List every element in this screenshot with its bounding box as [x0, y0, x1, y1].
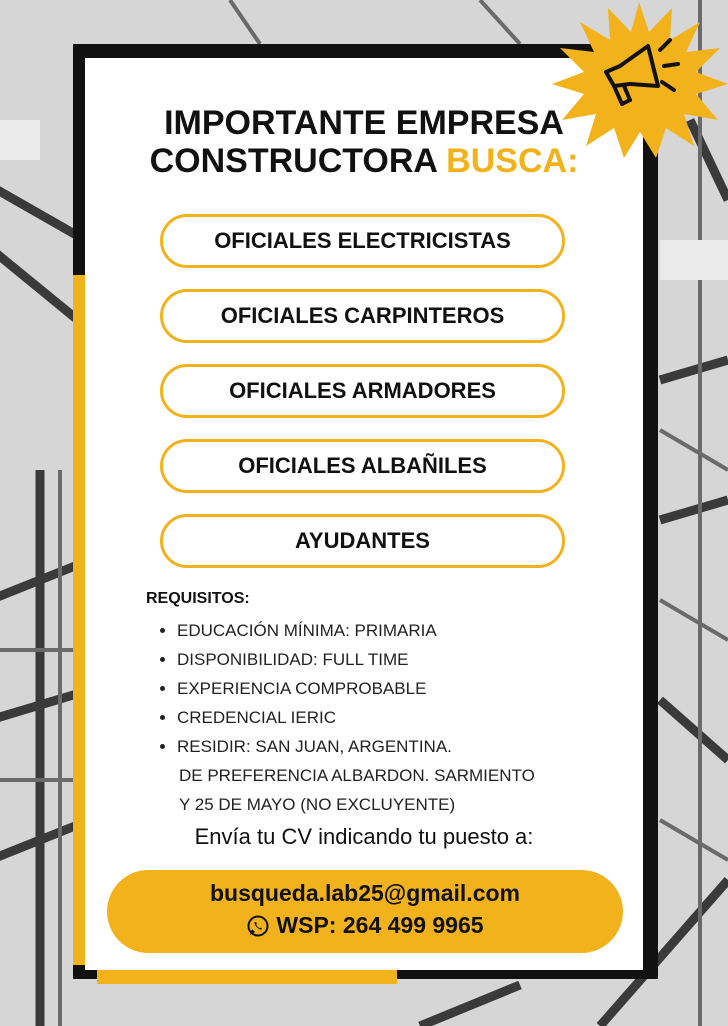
requirement-item: CREDENCIAL IERIC: [157, 703, 535, 732]
cta-text: Envía tu CV indicando tu puesto a:: [194, 824, 534, 849]
email-link[interactable]: busqueda.lab25@gmail.com: [209, 880, 520, 906]
requirement-continuation: Y 25 DE MAYO (NO EXCLUYENTE): [179, 795, 456, 814]
contact-box: [107, 870, 623, 953]
requirement-item: EDUCACIÓN MÍNIMA: PRIMARIA: [157, 616, 535, 645]
whatsapp-link[interactable]: [107, 912, 623, 939]
whatsapp-number: WSP: 264 499 9965: [276, 912, 484, 938]
yellow-frame-bottom-accent: [97, 970, 397, 984]
title-line-1: IMPORTANTE EMPRESA: [164, 104, 564, 142]
requirement-continuation: DE PREFERENCIA ALBARDON. SARMIENTO: [179, 766, 535, 785]
page-title: [85, 104, 643, 180]
whatsapp-icon: [246, 914, 270, 938]
position-electricistas-button[interactable]: OFICIALES ELECTRICISTAS: [160, 214, 565, 268]
position-albaniles-button[interactable]: OFICIALES ALBAÑILES: [160, 439, 565, 493]
requirement-item: EXPERIENCIA COMPROBABLE: [157, 674, 535, 703]
title-line-2: CONSTRUCTORA: [149, 142, 437, 180]
position-ayudantes-button[interactable]: AYUDANTES: [160, 514, 565, 568]
requirement-item: RESIDIR: SAN JUAN, ARGENTINA.: [157, 732, 535, 761]
requirement-item: DISPONIBILIDAD: FULL TIME: [157, 645, 535, 674]
position-carpinteros-button[interactable]: OFICIALES CARPINTEROS: [160, 289, 565, 343]
position-armadores-button[interactable]: OFICIALES ARMADORES: [160, 364, 565, 418]
title-accent: BUSCA:: [446, 142, 579, 180]
yellow-frame-accent: [73, 275, 85, 965]
requirements-list: [157, 616, 535, 819]
requirements-title: REQUISITOS:: [146, 590, 250, 607]
